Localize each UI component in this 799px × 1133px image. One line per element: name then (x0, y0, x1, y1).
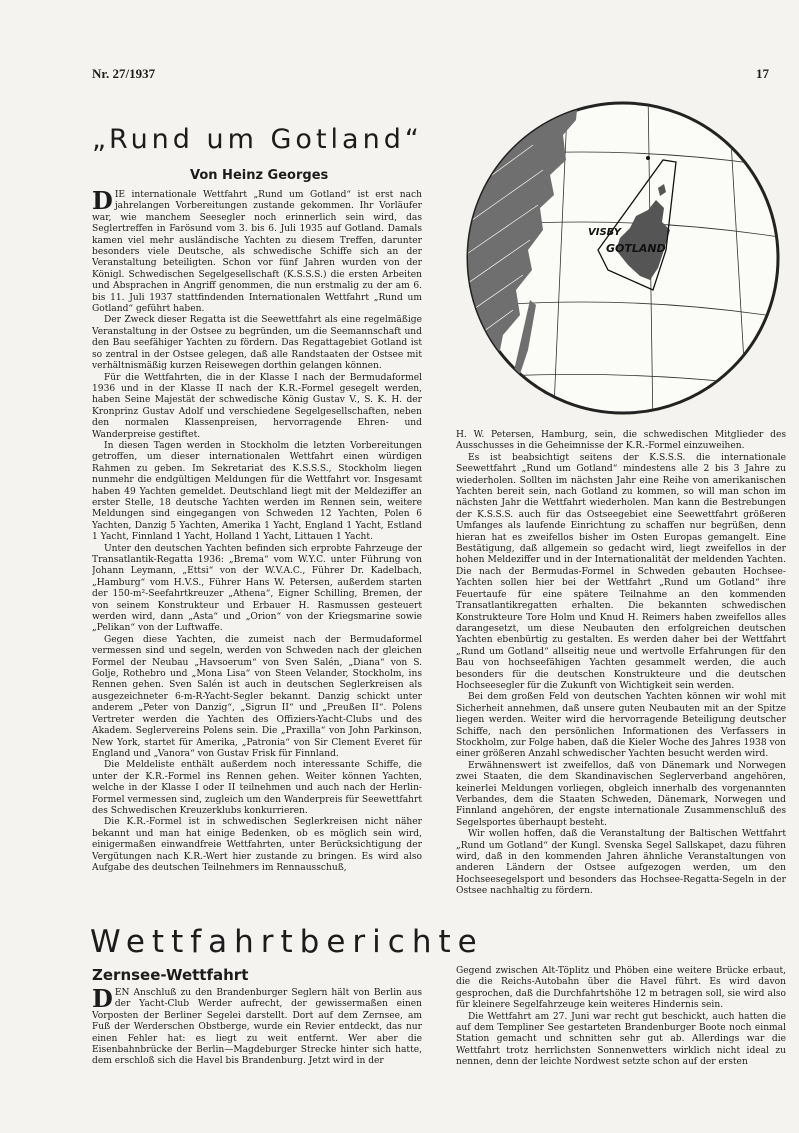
paragraph: Es ist beabsichtigt seitens der K.S.S.S. die internationale Seewettfahrt „Rund um Gotland“ mindestens alle 2 bis 3 Jahre zu wiederholen. Sollten im nächsten Jahr eine Reihe von amerikanischen Yachten bereit sein, nach Gotland zu kommen, so will man schon im nächsten Jahr die Wettfahrt wiederholen. Man kann die Bestrebungen der K.S.S.S. auch für das Ostseegebiet eine Seewettfahrt größeren Umfanges als laufende Einrichtung zu schaffen nur begrüßen, denn hieran hat es zweifellos bisher im Osten Europas gemangelt. Eine Bestätigung, daß allgemein so gedacht wird, liegt zweifellos in der hohen Meldeziffer und in der Internationalität der meldenden Yachten. Die nach der Bermudas-Formel in Schweden gebauten Hochsee-Yachten sollen hier bei der Wettfahrt „Rund um Gotland“ ihre Feuertaufe für eine spätere Teilnahme an den kommenden Transatlantikregatten erhalten. Die bekannten schwedischen Konstrukteure Tore Holm und Knud H. Reimers haben zweifellos alles darangesetzt, um diese Neubauten den erfolgreichen deutschen Yachten ebenbürtig zu gestalten. Es werden daher bei der Wettfahrt „Rund um Gotland“ allseitig neue und wertvolle Erfahrungen für den Bau von hochseefähigen Yachten gesammelt werden, die auch besonders für die deutschen Konstrukteure und die deutschen Hochseesegler für die Zukunft von Wichtigkeit sein werden. (456, 452, 786, 691)
paragraph: Gegend zwischen Alt-Töplitz und Phöben eine weitere Brücke erbaut, die die Reichs-Autobahn über die Havel führt. Es wird davon gesprochen, daß die Durchfahrtshöhe 12 m betragen soll, sie wird also für kleinere Segelfahrzeuge kein weiteres Hindernis sein. (456, 966, 786, 1011)
paragraph: IE internationale Wettfahrt „Rund um Gotland“ ist erst nach jahrelangen Vorbereitungen zustande gekommen. Ihr Vorläufer war, wie manchem Seesegler noch erinnerlich sein wird, das Seglertreffen in Farösund vom 3. bis 6. Juli 1935 auf Gotland. Damals kamen viel mehr ausländische Yachten zu diesem Treffen, darunter besonders viele Deutsche, als schwedische Schiffe sich an der Veranstaltung beteiligten. Schon vor fünf Jahren wurden von der Königl. Schwedischen Segelgesellschaft (K.S.S.S.) die ersten Arbeiten und Absprachen in Angriff genommen, die nun erstmalig zu der am 6. bis 11. Juli 1937 stattfindenden Internationalen Wettfahrt „Rund um Gotland“ geführt haben. (92, 190, 422, 315)
article-column-right (456, 430, 786, 900)
paragraph: Die Wettfahrt am 27. Juni war recht gut beschickt, auch hatten die auf dem Templiner See gestarteten Brandenburger Boote noch einmal Station gemacht und schnitten sehr gut ab. Allerdings war die Wettfahrt trotz herrlichsten Sonnenwetters wirklich nicht ideal zu nennen, denn der leichte Nordwest setzte schon auf der ersten (456, 1011, 786, 1068)
article-title: „Rund um Gotland“ (92, 124, 423, 155)
article-title: Zernsee-Wettfahrt (92, 966, 249, 984)
paragraph: Gegen diese Yachten, die zumeist nach der Bermudaformel vermessen sind und segeln, werden von Schweden nach der gleichen Formel der Neubau „Havsoerum“ von Sven Salén, „Diana“ von S. Golje, Rothebro und „Mona Lisa“ von Steen Velander, Stockholm, ins Rennen gehen. Sven Salén ist auch in deutschen Seglerkreisen als ausgezeichneter 6-m-R-Yacht-Segler bekannt. Danzig schickt unter anderem „Peter von Danzig“, „Sigrun II“ und „Preußen II“. Polens Vertreter werden die Yachten des Offiziers-Yacht-Clubs und des Akadem. Seglervereins Polens sein. Die „Praxilla“ von John Parkinson, New York, startet für Amerika, „Patronia“ von Sir Clement Everet für England und „Vanora“ von Gustav Frisk für Finnland. (92, 634, 422, 759)
paragraph: Bei dem großen Feld von deutschen Yachten können wir wohl mit Sicherheit annehmen, daß unsere guten Neubauten mit an der Spitze liegen werden. Weiter wird die hervorragende Beteiligung deutscher Schiffe, nach den persönlichen Informationen des Verfassers in Stockholm, zur Folge haben, daß die Kieler Woche des Jahres 1938 von einer größeren Anzahl schwedischer Yachten besucht werden wird. (456, 692, 786, 760)
paragraph: Die K.R.-Formel ist in schwedischen Seglerkreisen nicht näher bekannt und man hat einige Bedenken, ob es möglich sein wird, einigermaßen einwandfreie Wettfahrten, unter Berücksichtigung der Vergütungen nach K.R.-Wert hier zustande zu bringen. Es wird also Aufgabe des deutschen Teilnehmers im Rennausschuß, (92, 817, 422, 873)
page-number: 17 (756, 66, 769, 81)
article-column-right (456, 966, 786, 1078)
section-title: Wettfahrtberichte (90, 924, 484, 960)
paragraph: Die Meldeliste enthält außerdem noch interessante Schiffe, die unter der K.R.-Formel ins Rennen gehen. Weiter können Yachten, welche in der Klasse I oder II teilnehmen und auch nach der Herlin-Formel vermessen sind, zugleich um den Wanderpreis für Seewettfahrt des Schwedischen Kreuzerklubs konkurrieren. (92, 760, 422, 816)
issue-number: Nr. 27/1937 (92, 66, 156, 81)
paragraph: Unter den deutschen Yachten befinden sich erprobte Fahrzeuge der Transatlantik-Regatta 1936: „Brema“ vom W.Y.C. unter Führung von Johann Leymann, „Ettsi“ von der W.V.A.C., Führer Dr. Kadelbach, „Hamburg“ vom H.V.S., Führer Hans W. Petersen, außerdem starten der 150-m²-Seefahrtkreuzer „Athena“, Eigner Schilling, Bremen, der von seinem Konstrukteur und Erbauer H. Rasmussen gesteuert werden wird, dann „Asta“ und „Orion“ von der Kriegsmarine sowie „Pelikan“ von der Luftwaffe. (92, 543, 422, 634)
gotland-map (458, 100, 788, 420)
paragraph: Für die Wettfahrten, die in der Klasse I nach der Bermudaformel 1936 und in der Klasse II nach der K.R.-Formel gesegelt werden, haben Seine Majestät der schwedische König Gustav V., S. K. H. der Kronprinz Gustav Adolf und verschiedene Segelgesellschaften, neben den normalen Klassenpreisen, hervorragende Ehren- und Wanderpreise gestiftet. (92, 372, 422, 440)
paragraph: In diesen Tagen werden in Stockholm die letzten Vorbereitungen getroffen, um dieser internationalen Wettfahrt einen würdigen Rahmen zu geben. Im Sekretariat des K.S.S.S., Stockholm liegen nunmehr die endgültigen Meldungen für die Wettfahrt vor. Insgesamt haben 49 Yachten gemeldet. Deutschland liegt mit der Meldeziffer an erster Stelle, 18 deutsche Yachten werden im Rennen sein, weitere Meldungen sind eingegangen von Schweden 12 Yachten, Polen 6 Yachten, Danzig 5 Yachten, Amerika 1 Yacht, England 1 Yacht, Estland 1 Yacht, Finnland 1 Yacht, Holland 1 Yacht, Littauen 1 Yacht. (92, 440, 422, 543)
paragraph: Der Zweck dieser Regatta ist die Seewettfahrt als eine regelmäßige Veranstaltung in der Ostsee zu begründen, um die Seemannschaft und den Bau seefähiger Yachten zu fördern. Das Regattagebiet Gotland ist so zentral in der Ostsee gelegen, daß alle Randstaaten der Ostsee mit verhältnismäßig kurzen Reisewegen dorthin gelangen können. (92, 315, 422, 372)
paragraph: EN Anschluß zu den Brandenburger Seglern hält von Berlin aus der Yacht-Club Werder aufrecht, der gewissermaßen einen Vorposten der Berliner Segelei darstellt. Dort auf dem Zernsee, am Fuß der Werderschen Obstberge, wurde ein Revier entdeckt, das nur einen Fehler hat: es liegt zu weit entfernt. Wer aber die Eisenbahnbrücke der Berlin—Magdeburger Strecke hinter sich hatte, dem erschloß sich die Havel bis Brandenburg. Jetzt wird in der (92, 988, 422, 1067)
map-label-gotland: GOTLAND (606, 242, 666, 255)
paragraph: Erwähnenswert ist zweifellos, daß von Dänemark und Norwegen zwei Staaten, die dem Skandinavischen Seglerverband angehören, keinerlei Meldungen vorliegen, obgleich innerhalb des vorgenannten Verbandes, dem die Staaten Schweden, Dänemark, Norwegen und Finnland angehören, der engste internationale Zusammenschluß des Segelsportes überhaupt besteht. (456, 760, 786, 828)
drop-cap: D (92, 988, 113, 1013)
drop-cap: D (92, 190, 113, 215)
paragraph: Wir wollen hoffen, daß die Veranstaltung der Baltischen Wettfahrt „Rund um Gotland“ der Kungl. Svenska Segel Sallskapet, dazu führen wird, daß in den kommenden Jahren ähnliche Veranstaltungen von anderen Ländern der Ostsee aufgezogen werden, um den Hochseesegelsport und besonders das Hochsee-Regatta-Segeln in der Ostsee nachhaltig zu fördern. (456, 829, 786, 897)
article-byline: Von Heinz Georges (190, 168, 329, 183)
article-column-left (92, 988, 422, 1078)
paragraph: H. W. Petersen, Hamburg, sein, die schwedischen Mitglieder des Ausschusses in die Geheimnisse der K.R.-Formel einzuweihen. (456, 430, 786, 452)
map-label-visby: VISBY (588, 227, 621, 238)
article-column-left (92, 190, 422, 900)
